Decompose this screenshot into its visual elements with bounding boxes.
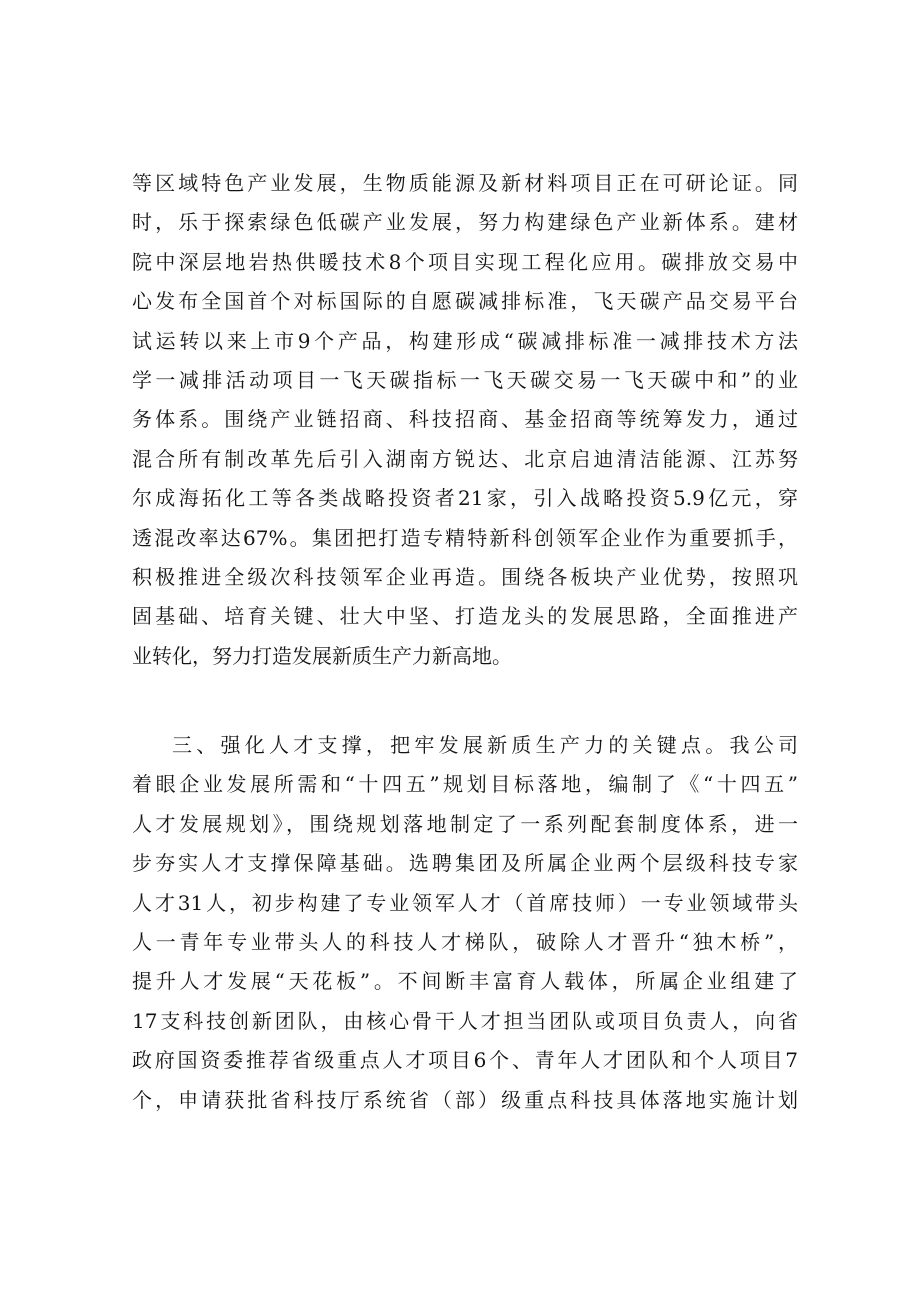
text-line: 学一减排活动项目一飞天碳指标一飞天碳交易一飞天碳中和”的业	[132, 367, 798, 392]
text-line: 务体系。围绕产业链招商、科技招商、基金招商等统筹发力，通过	[132, 407, 798, 432]
text-line: 个，申请获批省科技厅系统省（部）级重点科技具体落地实施计划	[132, 1087, 798, 1112]
text-line: 人一青年专业带头人的科技人才梯队，破除人才晋升“独木桥”，	[132, 929, 798, 954]
text-line: 着眼企业发展所需和“十四五”规划目标落地，编制了《“十四五”	[132, 772, 798, 797]
section-heading-line: 三、强化人才支撑，把牢发展新质生产力的关键点。我公司	[172, 733, 798, 757]
text-line: 17支科技创新团队，由核心骨干人才担当团队或项目负责人，向省	[132, 1008, 798, 1033]
text-line: 混合所有制改革先后引入湖南方锐达、北京启迪清洁能源、江苏努	[132, 446, 798, 471]
text-line: 人才31人，初步构建了专业领军人才（首席技师）一专业领域带头	[132, 890, 798, 915]
text-line: 提升人才发展“天花板”。不间断丰富育人载体，所属企业组建了	[132, 969, 798, 994]
paragraph-industry-development	[132, 164, 798, 676]
text-line: 透混改率达67%。集团把打造专精特新科创领军企业作为重要抓手，	[132, 525, 798, 550]
text-line: 步夯实人才支撑保障基础。选聘集团及所属企业两个层级科技专家	[132, 851, 798, 876]
text-line: 试运转以来上市9个产品，构建形成“碳减排标准一减排技术方法	[132, 328, 798, 353]
paragraph-talent-support	[132, 726, 798, 1120]
text-line: 心发布全国首个对标国际的自愿碳减排标准，飞天碳产品交易平台	[132, 289, 798, 314]
text-line: 积极推进全级次科技领军企业再造。围绕各板块产业优势，按照巩	[132, 564, 798, 589]
text-line: 院中深层地岩热供暖技术8个项目实现工程化应用。碳排放交易中	[132, 249, 798, 274]
text-line: 时，乐于探索绿色低碳产业发展，努力构建绿色产业新体系。建材	[132, 210, 798, 235]
text-line: 尔成海拓化工等各类战略投资者21家，引入战略投资5.9亿元，穿	[132, 486, 798, 511]
text-line: 业转化，努力打造发展新质生产力新高地。	[132, 643, 512, 668]
text-line: 人才发展规划》，围绕规划落地制定了一系列配套制度体系，进一	[132, 811, 798, 836]
text-line: 固基础、培育关键、壮大中坚、打造龙头的发展思路，全面推进产	[132, 604, 798, 629]
text-line: 等区域特色产业发展，生物质能源及新材料项目正在可研论证。同	[132, 171, 798, 195]
text-line: 政府国资委推荐省级重点人才项目6个、青年人才团队和个人项目7	[132, 1048, 798, 1073]
